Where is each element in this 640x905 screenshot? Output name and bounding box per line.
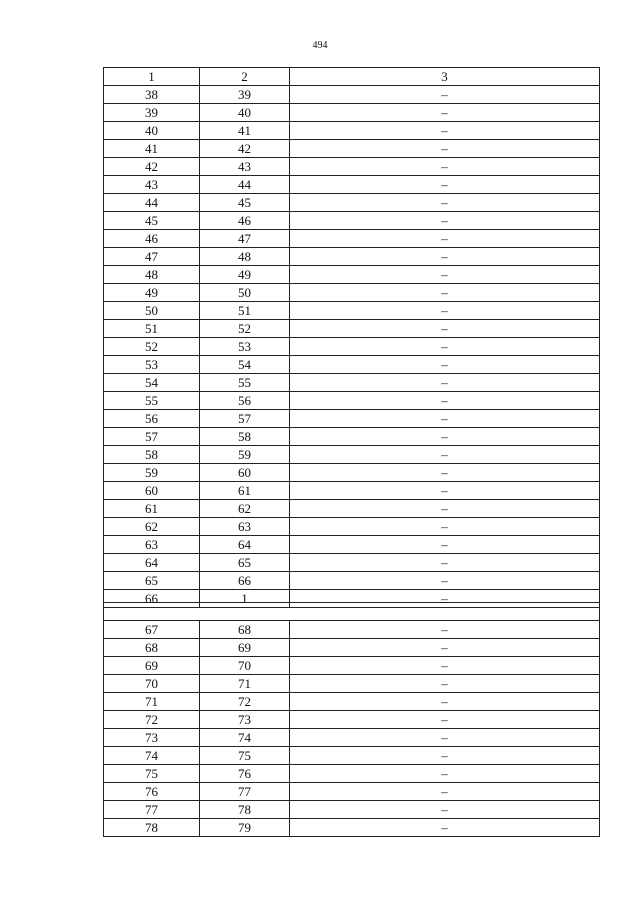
table-cell-col-3: – (290, 819, 600, 837)
table-cell-col-1: 68 (104, 639, 200, 657)
table-cell-col-2: 61 (200, 482, 290, 500)
table-cell-col-2: 41 (200, 122, 290, 140)
table-row (104, 657, 600, 675)
table-cell-col-1: 55 (104, 392, 200, 410)
table-row (104, 248, 600, 266)
table-row (104, 266, 600, 284)
table-row (104, 572, 600, 590)
table-cell-col-2: 78 (200, 801, 290, 819)
table-row (104, 302, 600, 320)
table-row (104, 284, 600, 302)
table-cell-col-1: 63 (104, 536, 200, 554)
table-cell-col-1: 57 (104, 428, 200, 446)
table-cell-col-3: – (290, 140, 600, 158)
table-cell-col-3: – (290, 230, 600, 248)
header-col-2: 2 (200, 68, 290, 86)
table-cell-col-1: 77 (104, 801, 200, 819)
table-cell-col-2: 54 (200, 356, 290, 374)
table-row (104, 446, 600, 464)
table-cell-col-3: – (290, 212, 600, 230)
table-cell-col-1: 44 (104, 194, 200, 212)
table-cell-col-1: 51 (104, 320, 200, 338)
table-cell-col-2: 1 (200, 590, 290, 608)
section-separator-row (104, 603, 600, 621)
table-cell-col-1: 66 (104, 590, 200, 608)
table-cell-col-2: 49 (200, 266, 290, 284)
table-cell-col-1: 49 (104, 284, 200, 302)
table-row (104, 212, 600, 230)
table-cell-col-2: 75 (200, 747, 290, 765)
table-row (104, 428, 600, 446)
table-cell-col-3: – (290, 765, 600, 783)
table-cell-col-1: 53 (104, 356, 200, 374)
table-cell-col-2: 66 (200, 572, 290, 590)
table-cell-col-2: 55 (200, 374, 290, 392)
table-cell-col-1: 50 (104, 302, 200, 320)
table-row (104, 639, 600, 657)
table-cell-col-2: 52 (200, 320, 290, 338)
table-cell-col-3: – (290, 302, 600, 320)
table-cell-col-2: 69 (200, 639, 290, 657)
table-cell-col-3: – (290, 693, 600, 711)
table-row (104, 518, 600, 536)
table-row (104, 765, 600, 783)
table-cell-col-2: 68 (200, 621, 290, 639)
table-cell-col-3: – (290, 621, 600, 639)
table-cell-col-3: – (290, 446, 600, 464)
table-cell-col-1: 58 (104, 446, 200, 464)
table-cell-col-1: 52 (104, 338, 200, 356)
table-row (104, 194, 600, 212)
table-cell-col-3: – (290, 104, 600, 122)
table-cell-col-1: 43 (104, 176, 200, 194)
table-cell-col-2: 53 (200, 338, 290, 356)
table-row (104, 675, 600, 693)
table-cell-col-1: 41 (104, 140, 200, 158)
table-cell-col-3: – (290, 176, 600, 194)
table-header-row (104, 68, 600, 86)
table-cell-col-3: – (290, 392, 600, 410)
table-row (104, 783, 600, 801)
table-cell-col-2: 70 (200, 657, 290, 675)
table-cell-col-1: 70 (104, 675, 200, 693)
table-cell-col-1: 48 (104, 266, 200, 284)
table-cell-col-1: 69 (104, 657, 200, 675)
table-row (104, 356, 600, 374)
table-cell-col-3: – (290, 356, 600, 374)
table-cell-col-1: 73 (104, 729, 200, 747)
table-cell-col-1: 54 (104, 374, 200, 392)
table-cell-col-2: 72 (200, 693, 290, 711)
table-cell-col-3: – (290, 590, 600, 608)
page-number: 494 (312, 40, 328, 51)
table-row (104, 693, 600, 711)
table-cell-col-1: 76 (104, 783, 200, 801)
header-col-3: 3 (290, 68, 600, 86)
table-cell-col-1: 72 (104, 711, 200, 729)
table-cell-col-1: 65 (104, 572, 200, 590)
table-cell-col-3: – (290, 482, 600, 500)
table-row (104, 801, 600, 819)
table-cell-col-1: 38 (104, 86, 200, 104)
table-cell-col-3: – (290, 338, 600, 356)
data-table-top (103, 67, 600, 608)
table-cell-col-3: – (290, 675, 600, 693)
table-cell-col-3: – (290, 374, 600, 392)
table-row (104, 176, 600, 194)
table-cell-col-1: 46 (104, 230, 200, 248)
table-row (104, 320, 600, 338)
table-cell-col-2: 40 (200, 104, 290, 122)
table-row (104, 482, 600, 500)
table-row (104, 747, 600, 765)
table-cell-col-1: 64 (104, 554, 200, 572)
table-cell-col-2: 62 (200, 500, 290, 518)
table-cell-col-3: – (290, 657, 600, 675)
table-cell-col-2: 50 (200, 284, 290, 302)
table-cell-col-1: 67 (104, 621, 200, 639)
table-cell-col-3: – (290, 194, 600, 212)
table-cell-col-3: – (290, 122, 600, 140)
table-cell-col-3: – (290, 801, 600, 819)
table-row (104, 621, 600, 639)
separator-cell (104, 603, 600, 621)
table-cell-col-3: – (290, 428, 600, 446)
table-row (104, 554, 600, 572)
table-cell-col-2: 73 (200, 711, 290, 729)
table-cell-col-2: 59 (200, 446, 290, 464)
table-cell-col-1: 78 (104, 819, 200, 837)
table-cell-col-2: 42 (200, 140, 290, 158)
table-cell-col-1: 62 (104, 518, 200, 536)
table-cell-col-2: 47 (200, 230, 290, 248)
header-col-1: 1 (104, 68, 200, 86)
table-cell-col-1: 40 (104, 122, 200, 140)
data-table-bottom (103, 602, 600, 837)
table-cell-col-2: 56 (200, 392, 290, 410)
table-cell-col-2: 44 (200, 176, 290, 194)
table-cell-col-3: – (290, 572, 600, 590)
table-row (104, 500, 600, 518)
table-row (104, 140, 600, 158)
table-cell-col-3: – (290, 711, 600, 729)
table-row (104, 86, 600, 104)
table-cell-col-2: 51 (200, 302, 290, 320)
table-cell-col-3: – (290, 248, 600, 266)
table-cell-col-1: 71 (104, 693, 200, 711)
table-row (104, 158, 600, 176)
table-cell-col-2: 77 (200, 783, 290, 801)
table-cell-col-2: 43 (200, 158, 290, 176)
table-cell-col-3: – (290, 783, 600, 801)
table-cell-col-1: 61 (104, 500, 200, 518)
table-cell-col-3: – (290, 266, 600, 284)
table-cell-col-1: 59 (104, 464, 200, 482)
table-cell-col-2: 76 (200, 765, 290, 783)
table-row (104, 410, 600, 428)
table-cell-col-1: 42 (104, 158, 200, 176)
table-cell-col-1: 74 (104, 747, 200, 765)
table-cell-col-3: – (290, 320, 600, 338)
table-cell-col-2: 39 (200, 86, 290, 104)
table-cell-col-2: 63 (200, 518, 290, 536)
table-cell-col-2: 74 (200, 729, 290, 747)
table-cell-col-3: – (290, 729, 600, 747)
table-row (104, 536, 600, 554)
table-row (104, 230, 600, 248)
table-cell-col-3: – (290, 464, 600, 482)
table-cell-col-2: 57 (200, 410, 290, 428)
table-cell-col-2: 79 (200, 819, 290, 837)
table-cell-col-3: – (290, 158, 600, 176)
table-row (104, 104, 600, 122)
table-cell-col-3: – (290, 639, 600, 657)
table-cell-col-3: – (290, 500, 600, 518)
table-cell-col-2: 46 (200, 212, 290, 230)
table-cell-col-2: 48 (200, 248, 290, 266)
table-row (104, 392, 600, 410)
table-row (104, 374, 600, 392)
table-cell-col-3: – (290, 747, 600, 765)
table-cell-col-2: 60 (200, 464, 290, 482)
table-cell-col-3: – (290, 284, 600, 302)
table-cell-col-2: 65 (200, 554, 290, 572)
table-cell-col-1: 60 (104, 482, 200, 500)
table-cell-col-2: 64 (200, 536, 290, 554)
table-cell-col-2: 45 (200, 194, 290, 212)
table-row (104, 464, 600, 482)
table-cell-col-3: – (290, 536, 600, 554)
table-body-bottom (104, 603, 600, 837)
table-cell-col-1: 39 (104, 104, 200, 122)
table-row (104, 338, 600, 356)
table-cell-col-1: 45 (104, 212, 200, 230)
table-cell-col-2: 71 (200, 675, 290, 693)
table-cell-col-1: 56 (104, 410, 200, 428)
table-cell-col-1: 47 (104, 248, 200, 266)
table-cell-col-3: – (290, 86, 600, 104)
table-cell-col-3: – (290, 554, 600, 572)
table-cell-col-1: 75 (104, 765, 200, 783)
table-row (104, 122, 600, 140)
table-cell-col-3: – (290, 410, 600, 428)
table-cell-col-2: 58 (200, 428, 290, 446)
table-cell-col-3: – (290, 518, 600, 536)
table-row (104, 819, 600, 837)
table-row (104, 729, 600, 747)
table-body-top (104, 68, 600, 608)
table-row (104, 711, 600, 729)
